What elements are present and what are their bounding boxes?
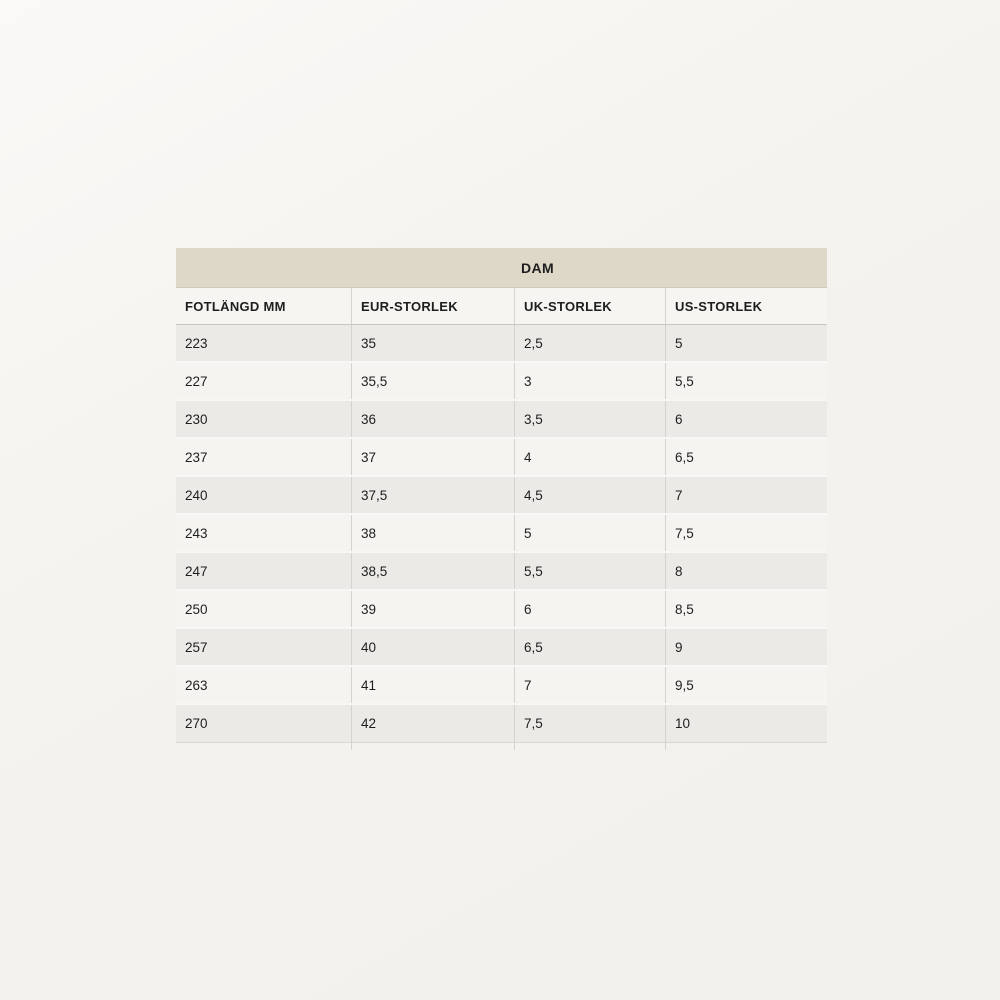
table-bottom-divider-stub <box>176 743 827 750</box>
table-cell: 4,5 <box>515 477 666 513</box>
table-cell: 257 <box>176 629 352 665</box>
table-row <box>176 553 827 591</box>
size-chart-table <box>176 248 827 750</box>
table-row <box>176 401 827 439</box>
table-cell: 9,5 <box>675 677 694 693</box>
table-cell: 5,5 <box>675 373 694 389</box>
table-cell: 41 <box>352 667 515 703</box>
table-title-band <box>176 248 827 288</box>
stub-col <box>352 743 515 750</box>
column-header-eur-size: EUR-STORLEK <box>352 288 515 324</box>
table-row <box>176 591 827 629</box>
table-row <box>176 705 827 743</box>
table-row <box>176 629 827 667</box>
table-cell: 8,5 <box>675 601 694 617</box>
table-cell: 10 <box>675 716 691 731</box>
table-row <box>176 439 827 477</box>
table-cell: 230 <box>176 401 352 437</box>
table-cell: 40 <box>352 629 515 665</box>
table-row <box>176 325 827 363</box>
table-cell: 6 <box>675 411 683 427</box>
column-header-uk-size: UK-STORLEK <box>515 288 666 324</box>
table-cell: 6 <box>515 591 666 627</box>
table-cell: 250 <box>176 591 352 627</box>
column-header-foot-length: FOTLÄNGD MM <box>176 288 352 324</box>
table-title: DAM <box>520 259 555 276</box>
table-cell: 237 <box>176 439 352 475</box>
stub-col <box>515 743 666 750</box>
table-body <box>176 325 827 743</box>
table-cell: 36 <box>352 401 515 437</box>
table-cell: 8 <box>675 563 683 579</box>
table-cell: 37,5 <box>352 477 515 513</box>
table-row <box>176 363 827 401</box>
stub-col <box>666 743 827 750</box>
table-cell: 38 <box>352 515 515 551</box>
table-cell: 270 <box>176 705 352 742</box>
table-cell: 7 <box>675 487 683 503</box>
table-cell: 223 <box>176 325 352 361</box>
table-cell: 7 <box>515 667 666 703</box>
table-header-row <box>176 288 827 325</box>
table-cell: 240 <box>176 477 352 513</box>
table-cell: 35,5 <box>352 363 515 399</box>
table-cell: 243 <box>176 515 352 551</box>
table-cell: 227 <box>176 363 352 399</box>
table-cell: 39 <box>352 591 515 627</box>
table-cell: 6,5 <box>675 449 694 465</box>
table-row <box>176 477 827 515</box>
table-cell: 9 <box>675 639 683 655</box>
table-cell: 35 <box>352 325 515 361</box>
table-cell: 42 <box>352 705 515 742</box>
table-row <box>176 515 827 553</box>
table-cell: 5 <box>675 335 683 351</box>
table-row <box>176 667 827 705</box>
table-cell: 3,5 <box>515 401 666 437</box>
stub-col <box>176 743 352 750</box>
table-cell: 5 <box>515 515 666 551</box>
table-cell: 247 <box>176 553 352 589</box>
table-cell: 2,5 <box>515 325 666 361</box>
table-cell: 7,5 <box>515 705 666 742</box>
table-cell: 4 <box>515 439 666 475</box>
table-cell: 263 <box>176 667 352 703</box>
table-cell: 3 <box>515 363 666 399</box>
table-cell: 38,5 <box>352 553 515 589</box>
table-cell: 37 <box>352 439 515 475</box>
column-header-us-size: US-STORLEK <box>675 298 763 314</box>
table-cell: 7,5 <box>675 525 694 541</box>
table-cell: 6,5 <box>515 629 666 665</box>
table-cell: 5,5 <box>515 553 666 589</box>
